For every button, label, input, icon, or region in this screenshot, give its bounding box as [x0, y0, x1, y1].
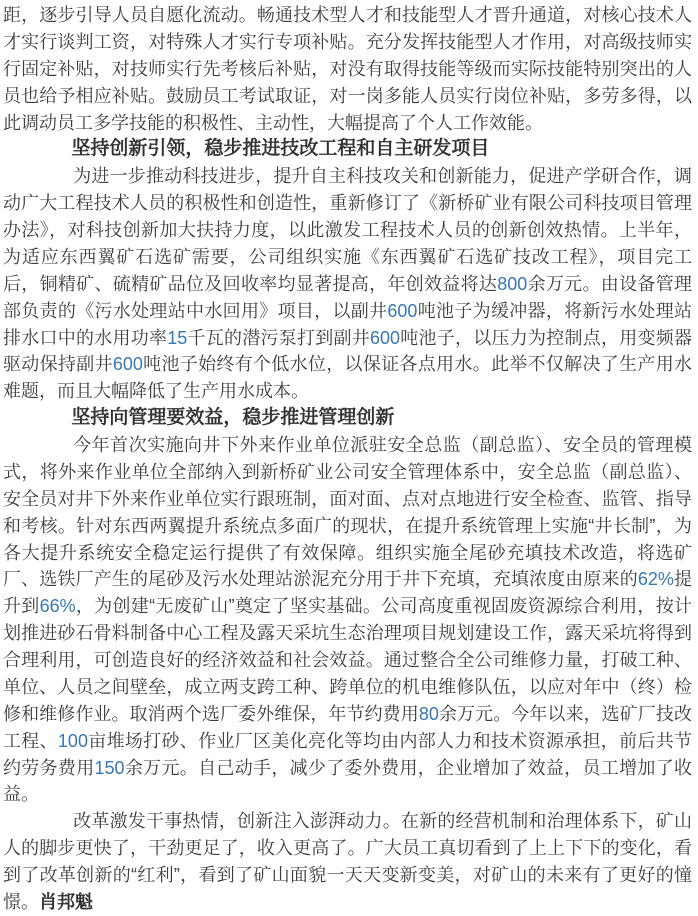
- numeric-value: 800: [497, 273, 528, 294]
- text-run: 吨池子始终有个低水位，以保证各点用水。此举不仅解决了生产用水难题，而且大幅降低了生产用水成本。: [3, 354, 692, 402]
- text-run: 坚持创新引领，稳步推进技改工程和自主研发项目: [71, 138, 490, 160]
- text-run: 提升到: [3, 569, 692, 617]
- numeric-value: 150: [94, 757, 125, 778]
- numeric-value: 600: [387, 300, 418, 321]
- numeric-value: 66%: [39, 596, 76, 617]
- text-run: 为进一步推动科技进步，提升自主科技攻关和创新能力，促进产学研合作，调动广大工程技术人员的积极性和创造性，重新修订了《新桥矿业有限公司科技项目管理办法》，对科技创新加大扶持力度，以此激发工程技术人员的创新创效热情。上半年，为适应东西翼矿石选矿需要，公司组织实施《东西翼矿石选矿技改工程》，项目完工后，铜精矿、硫精矿品位及回收率均显著提高，年创效益将达: [3, 166, 692, 294]
- text-run: 距，逐步引导人员自愿化流动。畅通技术型人才和技能型人才晋升通道，对核心技术人才实行谈判工资，对特殊人才实行专项补贴。充分发挥技能型人才作用，对高级技师实行固定补贴，对技师实行先考核后补贴，对没有取得技能等级而实际技能特别突出的人员也给予相应补贴。鼓励员工考试取证，对一岗多能人员实行岗位补贴，多劳多得，以此调动员工多学技能的积极性、主动性，大幅提高了个人工作效能。: [3, 5, 692, 133]
- text-run: 千瓦的潜污泵打到副井: [187, 327, 370, 348]
- body-paragraph: [3, 2, 692, 136]
- text-run: 吨池子，以压力为控制点，用变频器驱动保持副井: [3, 327, 693, 375]
- numeric-value: 15: [167, 327, 188, 348]
- body-paragraph: [3, 432, 692, 808]
- text-run: 余万元。自己动手，减少了委外费用，企业增加了效益，员工增加了收益。: [3, 757, 693, 805]
- text-run: 坚持向管理要效益，稳步推进管理创新: [71, 407, 395, 429]
- text-run: ，为创建“无废矿山”奠定了坚实基础。公司高度重视固废资源综合利用，按计划推进砂石骨料制备中心工程及露天采坑生态治理项目规划建设工作，露天采坑将得到合理利用，可创造良好的经济效益和社会效益。通过整合全公司维修力量，打破工种、单位、人员之间壁垒，成立两支跨工种、跨单位的机电维修队伍，以应对年中（终）检修和维修作业。取消两个选厂委外维保，年节约费用: [3, 596, 692, 724]
- text-run: 今年首次实施向井下外来作业单位派驻安全总监（副总监）、安全员的管理模式，将外来作业单位全部纳入到新桥矿业公司安全管理体系中，安全总监（副总监）、安全员对井下外来作业单位实行跟班制，面对面、点对点地进行安全检查、监管、指导和考核。针对东西两翼提升系统点多面广的现状，在提升系统管理上实施“井长制”，为各大提升系统安全稳定运行提供了有效保障。组织实施全尾砂充填技术改造，将选矿厂、选铁厂产生的尾砂及污水处理站淤泥充分用于井下充填，充填浓度由原来的: [3, 435, 692, 590]
- author-name: 肖邦魁: [39, 891, 93, 912]
- numeric-value: 62%: [637, 569, 674, 590]
- body-paragraph: [3, 163, 692, 405]
- text-run: 吨池子为缓冲器，将新污水处理站排水口中的水用功率: [3, 300, 692, 348]
- text-run: 亩堆场打砂、作业厂区美化亮化等均由内部人力和技术资源承担，前后共节约劳务费用: [3, 730, 693, 778]
- text-run: 改革激发干事热情，创新注入澎湃动力。在新的经营机制和治理体系下，矿山人的脚步更快了，干劲更足了，收入更高了。广大员工真切看到了上上下下的变化，看到了改革创新的“红利”，看到了矿山面貌一天天变新变美，对矿山的未来有了更好的憧憬。: [3, 811, 692, 912]
- body-paragraph: [3, 808, 692, 916]
- numeric-value: 100: [57, 730, 88, 751]
- numeric-value: 80: [418, 703, 439, 724]
- numeric-value: 600: [370, 327, 401, 348]
- section-heading: [3, 136, 692, 163]
- text-run: 余万元。由设备管理部负责的《污水处理站中水回用》项目，以副井: [3, 273, 693, 321]
- text-run: 余万元。今年以来，选矿厂技改工程、: [3, 703, 692, 751]
- section-heading: [3, 405, 692, 432]
- numeric-value: 600: [112, 354, 143, 375]
